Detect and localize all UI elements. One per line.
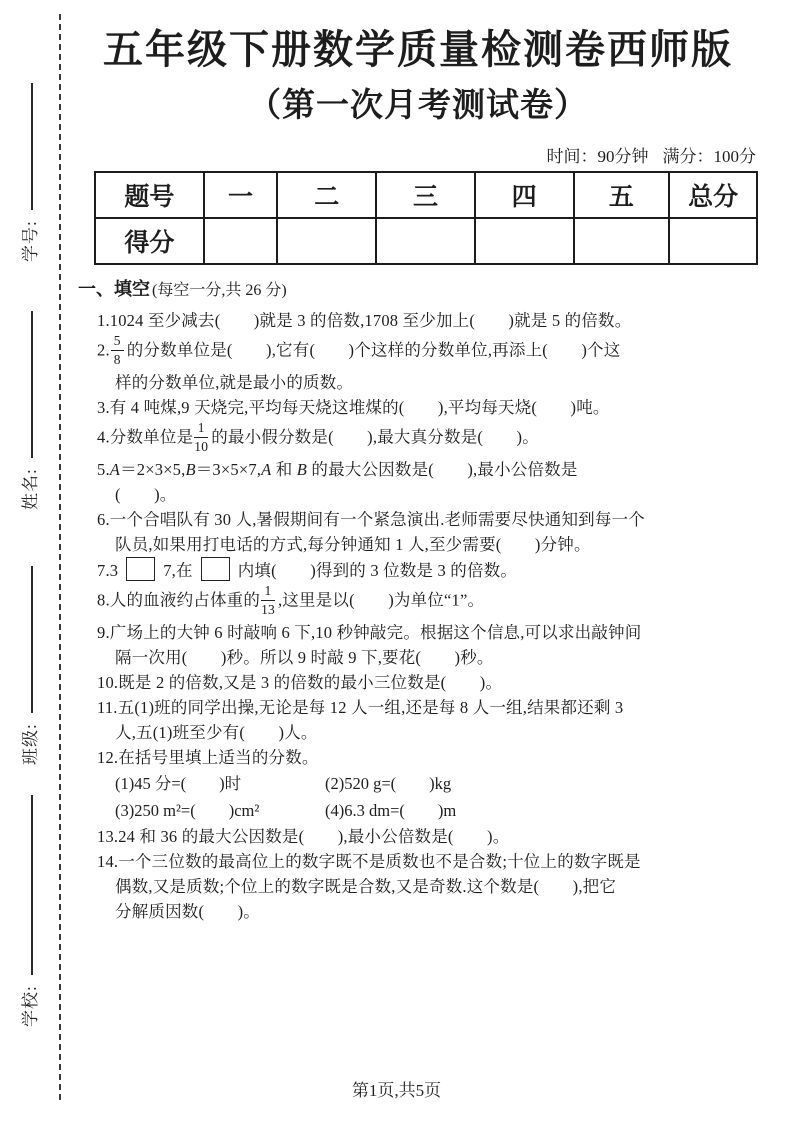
score-cell-part-4 — [475, 218, 574, 264]
question-5-line-2: ( )。 — [115, 485, 177, 505]
question-4-text: 的最小假分数是( ),最大真分数是( )。 — [211, 427, 539, 447]
fraction-denominator: 13 — [261, 601, 275, 617]
question-5-text: 的最大公因数是( ),最小公倍数是 — [307, 460, 578, 480]
sidebar-field-class — [16, 566, 41, 765]
time-limit-text: 时间：90分钟 — [546, 147, 649, 166]
question-2-text: 的分数单位是( ),它有( )个这样的分数单位,再添上( )个这 — [126, 340, 621, 360]
fraction-5-8 — [111, 333, 124, 367]
question-12-item-2: (2)520 g=( )kg — [325, 774, 452, 794]
score-cell-part-2 — [277, 218, 376, 264]
question-7-prefix: 7.3 — [97, 561, 119, 581]
question-11-line-1: 11.五(1)班的同学出操,无论是每 12 人一组,还是每 8 人一组,结果都还剩 3 — [97, 698, 624, 718]
fraction-denominator: 8 — [113, 351, 121, 367]
question-5-line-1 — [78, 457, 758, 482]
question-12-item-4: (4)6.3 dm=( )m — [325, 801, 457, 821]
sidebar-field-student-no — [16, 83, 41, 262]
school-fill-line[interactable] — [29, 795, 33, 975]
question-6-line-1: 6.一个合唱队有 30 人,暑假期间有一个紧急演出.老师需要尽快通知到每一个 — [97, 510, 645, 530]
sidebar-field-name — [16, 311, 41, 510]
question-9-line-2: 隔一次用( )秒。所以 9 时敲 9 下,要花( )秒。 — [115, 648, 494, 668]
header-cell-question-no: 题号 — [95, 172, 204, 218]
question-12-intro: 12.在括号里填上适当的分数。 — [97, 748, 319, 768]
variable-a: A — [109, 460, 121, 480]
question-9-line-1: 9.广场上的大钟 6 时敲响 6 下,10 秒钟敲完。根据这个信息,可以求出敲钟间 — [97, 623, 642, 643]
question-5-text: 和 — [271, 460, 297, 480]
question-8-text: ,这里是以( )为单位“1”。 — [277, 590, 485, 610]
school-label: 学校: — [21, 985, 40, 1027]
student-no-fill-line[interactable] — [29, 83, 33, 210]
cut-dashed-line — [59, 14, 61, 1100]
question-8-prefix: 8.人的血液约占体重的 — [97, 590, 261, 610]
class-label: 班级: — [21, 723, 40, 765]
question-14-line-2: 偶数,又是质数;个位上的数字既是合数,又是奇数.这个数是( ),把它 — [115, 877, 617, 897]
section-note: (每空一分,共 26 分) — [152, 282, 287, 299]
fill-in-questions — [78, 308, 758, 924]
question-1: 1.1024 至少减去( )就是 3 的倍数,1708 至少加上( )就是 5 的倍数。 — [97, 311, 632, 330]
variable-a: A — [261, 460, 272, 480]
score-cell-part-3 — [376, 218, 475, 264]
question-12-row-1 — [78, 770, 758, 797]
header-cell-part-1: 一 — [204, 172, 278, 218]
score-cell-total — [669, 218, 757, 264]
question-2-line-1 — [78, 333, 758, 370]
question-4-prefix: 4.分数单位是 — [97, 427, 194, 447]
question-14-line-3: 分解质因数( )。 — [115, 902, 260, 922]
blank-box[interactable] — [126, 557, 155, 581]
question-2-prefix: 2. — [97, 340, 110, 360]
question-4 — [78, 420, 758, 457]
header-cell-part-4: 四 — [475, 172, 574, 218]
fraction-numerator: 1 — [261, 583, 275, 601]
question-5-text: ＝3×5×7, — [195, 460, 262, 480]
question-6-line-2: 队员,如果用打电话的方式,每分钟通知 1 人,至少需要( )分钟。 — [115, 535, 591, 555]
question-5-text: ＝2×3×5, — [120, 460, 186, 480]
exam-meta — [78, 142, 758, 167]
question-7-text: 7,在 — [163, 561, 193, 581]
score-row-label: 得分 — [95, 218, 204, 264]
score-cell-part-5 — [574, 218, 670, 264]
student-no-label: 学号: — [21, 220, 40, 262]
header-cell-total: 总分 — [669, 172, 757, 218]
section-heading — [78, 277, 758, 303]
question-12-item-3: (3)250 m²=( )cm² — [115, 801, 260, 821]
class-fill-line[interactable] — [29, 566, 33, 713]
score-table-header-row — [95, 172, 757, 218]
question-2-line-2: 样的分数单位,就是最小的质数。 — [115, 373, 354, 393]
page-subtitle: （第一次月考测试卷） — [248, 88, 588, 124]
score-table-score-row — [95, 218, 757, 264]
question-12-item-1: (1)45 分=( )时 — [115, 774, 242, 794]
full-score-text: 满分：100分 — [662, 147, 756, 166]
question-14-line-1: 14.一个三位数的最高位上的数字既不是质数也不是合数;十位上的数字既是 — [97, 852, 641, 872]
name-label: 姓名: — [21, 468, 40, 510]
fraction-1-13 — [261, 583, 275, 617]
header-cell-part-2: 二 — [277, 172, 376, 218]
question-3: 3.有 4 吨煤,9 天烧完,平均每天烧这堆煤的( ),平均每天烧( )吨。 — [97, 398, 610, 418]
question-5-prefix: 5. — [97, 460, 110, 480]
question-11-line-2: 人,五(1)班至少有( )人。 — [115, 723, 318, 743]
blank-box[interactable] — [201, 557, 230, 581]
header-cell-part-5: 五 — [574, 172, 670, 218]
variable-b: B — [296, 460, 308, 480]
question-12-row-2 — [78, 797, 758, 824]
score-cell-part-1 — [204, 218, 278, 264]
page-title: 五年级下册数学质量检测卷西师版 — [103, 27, 733, 72]
fraction-denominator: 10 — [194, 438, 209, 454]
name-fill-line[interactable] — [29, 311, 33, 458]
question-10: 10.既是 2 的倍数,又是 3 的倍数的最小三位数是( )。 — [97, 673, 503, 693]
fraction-1-10 — [194, 420, 208, 454]
question-13: 13.24 和 36 的最大公因数是( ),最小公倍数是( )。 — [97, 827, 510, 847]
score-table — [94, 171, 758, 265]
question-7 — [78, 557, 758, 583]
variable-b: B — [185, 460, 196, 480]
main-content — [78, 24, 758, 924]
fraction-numerator: 5 — [111, 333, 124, 351]
question-7-text: 内填( )得到的 3 位数是 3 的倍数。 — [237, 561, 518, 581]
question-8 — [78, 583, 758, 620]
header-cell-part-3: 三 — [376, 172, 475, 218]
sidebar-field-school — [16, 795, 41, 1027]
section-title: 一、填空 — [78, 279, 150, 299]
fraction-numerator: 1 — [194, 420, 208, 438]
page-footer: 第1页,共5页 — [351, 1081, 442, 1100]
